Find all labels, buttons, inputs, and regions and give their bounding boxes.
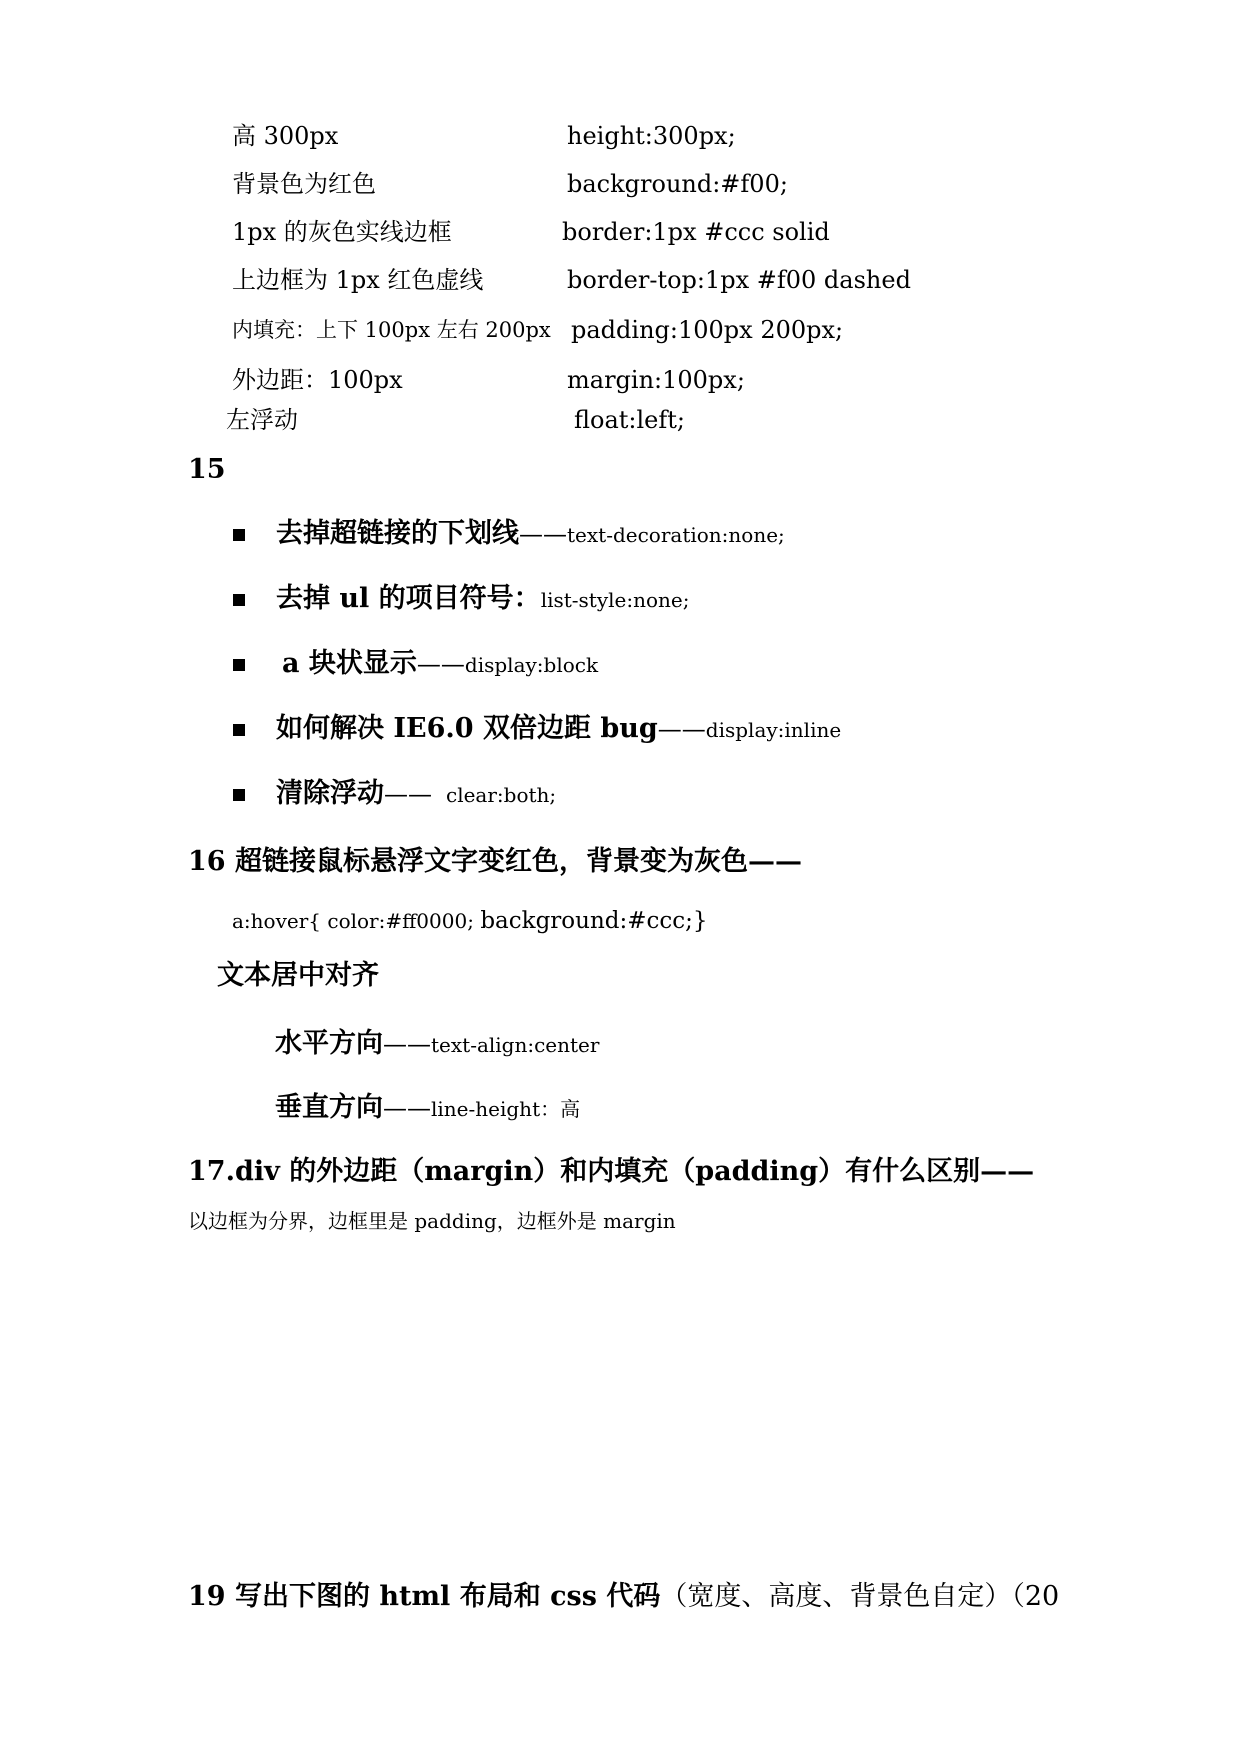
bullet-square-icon — [233, 659, 245, 671]
q15-item-1-sep: —— — [519, 520, 567, 548]
q19-title-bold: 19 写出下图的 html 布局和 css 代码 — [188, 1581, 661, 1612]
q16-code-a: a:hover{ color:#ff0000; — [232, 909, 474, 933]
table-code-border: border:1px #ccc solid — [562, 218, 830, 246]
q15-item-1-title: 去掉超链接的下划线 — [276, 518, 519, 549]
q19-title-rest: （宽度、高度、背景色自定）（20 — [660, 1581, 1060, 1612]
table-label-margin: 外边距：100px — [232, 366, 403, 394]
q15-item-4 — [276, 715, 841, 742]
q15-item-5-code: clear:both; — [446, 783, 557, 807]
table-code-border-top: border-top:1px #f00 dashed — [567, 266, 911, 294]
q15-item-3-code: display:block — [464, 653, 599, 677]
bullet-square-icon — [233, 789, 245, 801]
q15-item-5-title: 清除浮动 — [276, 778, 384, 809]
table-code-float: float:left; — [574, 406, 685, 434]
q17-answer: 以边框为分界，边框里是 padding，边框外是 margin — [188, 1209, 676, 1233]
q16-item-1-title: 水平方向 — [275, 1028, 383, 1059]
q15-item-2-code: list-style:none; — [540, 588, 690, 612]
table-label-float: 左浮动 — [226, 406, 298, 434]
q15-item-3 — [282, 650, 598, 677]
q15-item-4-code: display:inline — [705, 718, 842, 742]
q16-title: 16 超链接鼠标悬浮文字变红色，背景变为灰色—— — [188, 846, 802, 877]
q16-code-b: background:#ccc;} — [480, 908, 708, 934]
q16-item-2-title: 垂直方向 — [275, 1092, 383, 1123]
table-label-background: 背景色为红色 — [232, 170, 376, 198]
q15-item-4-title: 如何解决 IE6.0 双倍边距 bug — [276, 713, 658, 744]
q15-number: 15 — [188, 454, 226, 485]
bullet-square-icon — [233, 529, 245, 541]
q15-item-5-sep: —— — [384, 780, 432, 808]
q16-item-2-sep: —— — [383, 1094, 431, 1122]
q15-item-3-title: a 块状显示 — [282, 648, 417, 679]
q15-item-1-code: text-decoration:none; — [567, 523, 785, 547]
q16-item-2 — [275, 1094, 580, 1121]
q15-item-3-sep: —— — [416, 650, 465, 678]
table-code-padding: padding:100px 200px; — [571, 316, 844, 344]
q19-title — [188, 1583, 1059, 1610]
q16-code — [232, 910, 708, 933]
table-label-border-top: 上边框为 1px 红色虚线 — [232, 266, 484, 294]
q17-title: 17.div 的外边距（margin）和内填充（padding）有什么区别—— — [188, 1156, 1035, 1187]
table-label-height: 高 300px — [232, 122, 339, 150]
bullet-square-icon — [233, 594, 245, 606]
table-label-padding: 内填充：上下 100px 左右 200px — [232, 318, 551, 342]
q16-item-1 — [275, 1030, 599, 1057]
q15-item-4-sep: —— — [657, 715, 706, 743]
table-code-background: background:#f00; — [567, 170, 788, 198]
q16-item-1-sep: —— — [383, 1030, 431, 1058]
q15-item-2-title: 去掉 ul 的项目符号： — [276, 583, 541, 614]
table-label-border: 1px 的灰色实线边框 — [232, 218, 452, 246]
q15-item-2 — [276, 585, 690, 612]
q15-item-1 — [276, 520, 785, 547]
q16-item-2-code: line-height：高 — [431, 1097, 581, 1121]
q16-item-1-code: text-align:center — [431, 1033, 600, 1057]
table-code-margin: margin:100px; — [567, 366, 745, 394]
table-code-height: height:300px; — [567, 122, 736, 150]
q16-sub-heading: 文本居中对齐 — [217, 960, 379, 991]
bullet-square-icon — [233, 724, 245, 736]
q15-item-5 — [276, 780, 556, 807]
